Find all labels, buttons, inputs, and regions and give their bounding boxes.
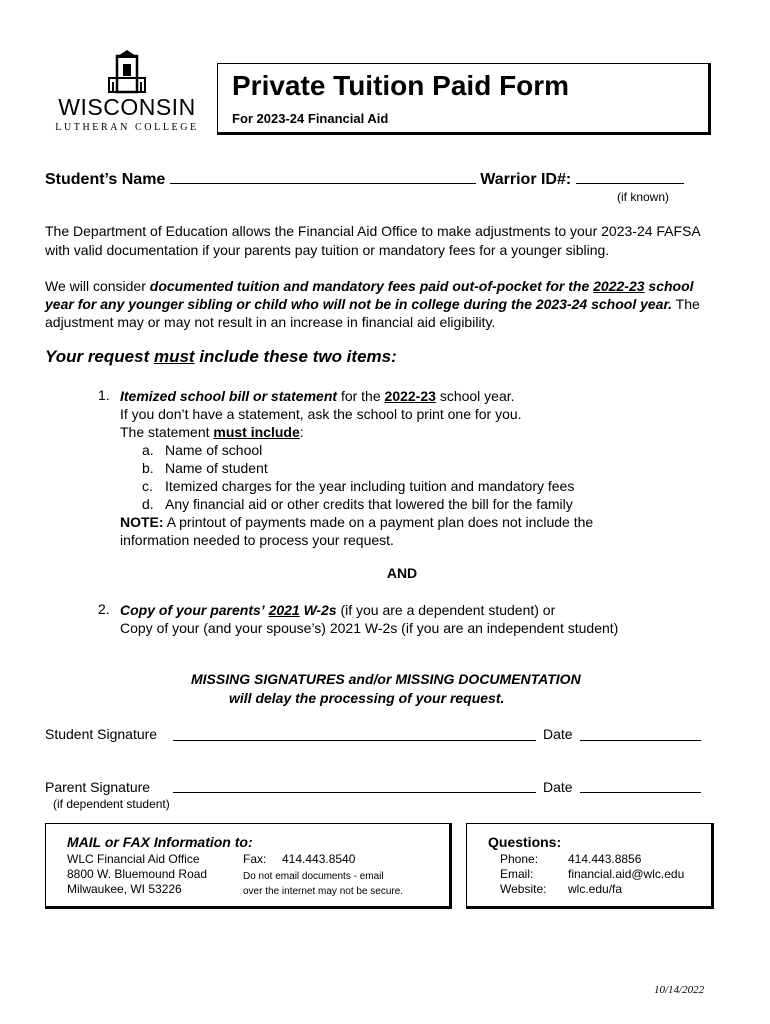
address-line: 8800 W. Bluemound Road <box>67 867 208 881</box>
request-heading <box>45 347 397 367</box>
request-heading-a: Your request <box>45 347 150 366</box>
item-1-line-3c: : <box>299 424 304 440</box>
request-heading-must: must <box>153 347 195 366</box>
item-1-rest: school year. <box>439 388 515 404</box>
item-2-line-2: Copy of your (and your spouse’s) 2021 W-2s (if you are an independent student) <box>120 620 619 636</box>
and-divider: AND <box>386 565 418 581</box>
mail-fax-box <box>45 823 452 909</box>
logo-subtitle: LUTHERAN COLLEGE <box>55 122 199 133</box>
item-2-rest: (if you are a dependent student) or <box>340 602 556 618</box>
parent-signature-label: Parent Signature <box>45 779 151 795</box>
student-name-label: Student’s Name <box>45 171 166 188</box>
item-1-number: 1. <box>98 387 110 403</box>
item-1-line-3 <box>120 423 720 441</box>
student-date-field[interactable] <box>580 740 701 741</box>
phone-value: 414.443.8856 <box>568 852 642 866</box>
request-heading-b: include these two items: <box>199 347 397 366</box>
list-item-letter: d. <box>142 496 154 512</box>
list-item <box>142 459 720 477</box>
mail-address <box>67 852 207 897</box>
student-name-field[interactable] <box>170 183 476 184</box>
address-line: Milwaukee, WI 53226 <box>67 882 182 896</box>
list-item <box>142 477 720 495</box>
item-1-bold: Itemized school bill or statement <box>120 388 338 404</box>
mail-fax-heading: MAIL or FAX Information to: <box>67 834 253 850</box>
warning-line-1: MISSING SIGNATURES and/or MISSING DOCUMENTATION <box>191 671 581 687</box>
consider-text-d: The adjustment may or may not result in an increase in financial aid eligibility. <box>45 296 700 330</box>
fax-note-line: Do not email documents - email <box>243 871 384 882</box>
email-label: Email: <box>500 867 534 881</box>
item-2-year: 2021 <box>268 602 300 618</box>
item-2-number: 2. <box>98 601 110 617</box>
title-box <box>217 63 711 135</box>
item-2 <box>120 601 740 637</box>
item-2-line-1 <box>120 601 740 619</box>
phone-label: Phone: <box>500 852 539 866</box>
list-item-letter: a. <box>142 442 154 458</box>
logo-wordmark: WISCONSIN <box>58 94 196 120</box>
item-1-year: 2022-23 <box>384 388 436 404</box>
note-line-2: information needed to process your request. <box>120 532 394 548</box>
fax-number: 414.443.8540 <box>282 852 356 866</box>
warrior-id-label: Warrior ID#: <box>480 171 572 188</box>
intro-paragraph: The Department of Education allows the Financial Aid Office to make adjustments to your 2023-24 FAFSA with valid documentation if your parents pay tuition or mandatory fees for a younger sibling. <box>45 223 700 258</box>
email-link[interactable]: financial.aid@wlc.edu <box>568 867 685 881</box>
item-1-line-3a: The statement <box>120 424 210 440</box>
list-item <box>142 441 720 459</box>
student-info-line <box>45 171 684 189</box>
item-1 <box>120 387 720 549</box>
parent-signature-field[interactable] <box>173 792 536 793</box>
item-1-line-1 <box>120 387 720 405</box>
address-line: WLC Financial Aid Office <box>67 852 200 866</box>
item-1-must-include: must include <box>213 424 300 440</box>
parent-signature-note: (if dependent student) <box>53 797 170 811</box>
questions-labels <box>500 852 546 897</box>
list-item-text: Itemized charges for the year including tuition and mandatory fees <box>165 478 575 494</box>
student-signature-label: Student Signature <box>45 726 158 742</box>
list-item <box>142 495 720 513</box>
page-title: Private Tuition Paid Form <box>232 70 570 101</box>
warning-line-2: will delay the processing of your request. <box>229 690 505 706</box>
item-1-sublist <box>120 441 720 513</box>
list-item-text: Name of school <box>165 442 263 458</box>
consider-year: 2022-23 <box>593 278 645 294</box>
college-logo <box>52 50 202 135</box>
note-label: NOTE: <box>120 514 164 530</box>
fax-note <box>243 869 403 899</box>
item-2-bold-a: Copy of your parents’ <box>120 602 265 618</box>
item-2-bold-b: W-2s <box>303 602 337 618</box>
list-item-letter: b. <box>142 460 154 476</box>
warrior-id-field[interactable] <box>576 183 684 184</box>
questions-box <box>466 823 714 909</box>
consider-paragraph <box>45 277 720 331</box>
note-text: A printout of payments made on a payment plan does not include the <box>166 514 594 530</box>
questions-values <box>568 852 684 897</box>
fax-note-line: over the internet may not be secure. <box>243 886 404 897</box>
student-date-label: Date <box>543 726 573 742</box>
list-item-text: Any financial aid or other credits that lowered the bill for the family <box>165 496 573 512</box>
consider-text-c: school year for any younger sibling or child who will not be in college during the 2023-24 school year. <box>45 278 694 312</box>
website-link[interactable]: wlc.edu/fa <box>568 882 623 896</box>
item-1-for: for the <box>340 388 381 404</box>
parent-date-field[interactable] <box>580 792 701 793</box>
footer-date: 10/14/2022 <box>654 984 705 996</box>
fax-label: Fax: <box>243 852 267 866</box>
list-item-letter: c. <box>142 478 153 494</box>
questions-heading: Questions: <box>488 834 562 850</box>
website-label: Website: <box>500 882 547 896</box>
consider-text-a: We will consider <box>45 278 146 294</box>
consider-text-b: documented tuition and mandatory fees paid out-of-pocket for the <box>149 278 590 294</box>
warrior-id-note: (if known) <box>617 190 670 204</box>
item-1-line-2: If you don’t have a statement, ask the school to print one for you. <box>120 406 522 422</box>
page-subtitle: For 2023-24 Financial Aid <box>232 111 389 126</box>
student-signature-field[interactable] <box>173 740 536 741</box>
list-item-text: Name of student <box>165 460 268 476</box>
note-line-1 <box>120 513 720 531</box>
bell-tower-icon <box>107 50 147 94</box>
parent-date-label: Date <box>543 779 573 795</box>
